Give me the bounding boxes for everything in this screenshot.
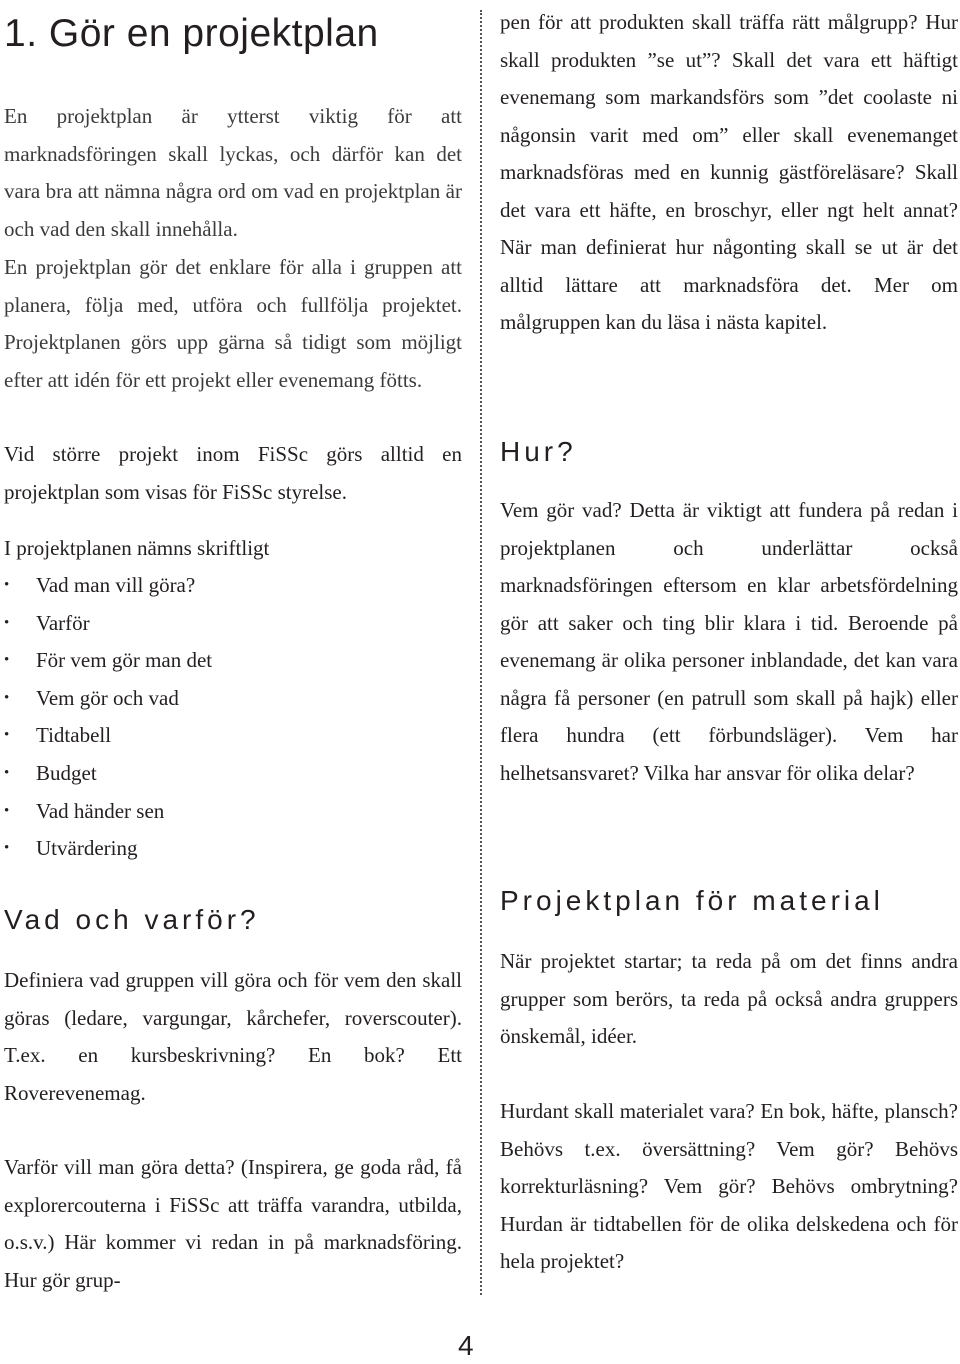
- list-item: • Varför: [4, 605, 212, 643]
- paragraph-material-questions: Hurdant skall materialet vara? En bok, häfte, plansch? Behövs t.ex. översättning? Vem gör? Behövs korrekturläsning? Vem gör? Behövs ombrytning? Hurdan är tidtabellen för de olika delskedena och för hela projektet?: [500, 1099, 958, 1273]
- list-item: • Tidtabell: [4, 717, 212, 755]
- heading-vad-och-varfor: Vad och varför?: [4, 904, 260, 935]
- paragraph-fissc: Vid större projekt inom FiSSc görs alltid en projektplan som visas för FiSSc styrelse.: [4, 442, 462, 504]
- intro-paragraph: En projektplan är ytterst viktig för att marknadsföringen skall lyckas, och därför kan det vara bra att nämna några ord om vad en projektplan är och vad den skall innehålla.: [4, 104, 462, 241]
- page-number: 4: [458, 1330, 474, 1361]
- bullet-icon: •: [4, 577, 10, 593]
- bullet-icon: •: [4, 614, 10, 631]
- list-item: • Vem gör och vad: [4, 680, 212, 718]
- list-item: • Utvärdering: [4, 830, 212, 868]
- bullet-icon: •: [4, 840, 10, 857]
- list-item: • Budget: [4, 755, 212, 793]
- paragraph-material-start: När projektet startar; ta reda på om det finns andra grupper som berörs, ta reda på också andra gruppers önskemål, idéer.: [500, 949, 958, 1048]
- list-item: • För vem gör man det: [4, 642, 212, 680]
- paragraph-who-does-what: Vem gör vad? Detta är viktigt att fundera på redan i projektplanen och underlättar också marknadsföringen eftersom en klar arbetsfördelning gör att saker och ting blir klara i tid. Beroende på evenemang är olika personer inblandade, det kan vara några få personer (en patrull som skall på hajk) eller flera hundra (ett förbundsläger). Vem har helhetsansvaret? Vilka har ansvar för olika delar?: [500, 498, 958, 785]
- heading-projektplan-material: Projektplan för material: [500, 885, 884, 916]
- bullet-icon: •: [4, 727, 10, 744]
- page-title: 1. Gör en projektplan: [4, 12, 379, 55]
- bullet-icon: •: [4, 689, 10, 706]
- bullet-icon: •: [4, 802, 10, 819]
- list-item: • Vad man vill göra?: [4, 567, 212, 605]
- contents-list: [4, 567, 212, 868]
- paragraph-purpose: En projektplan gör det enklare för alla i gruppen att planera, följa med, utföra och fullfölja projektet. Projektplanen görs upp gärna så tidigt som möjligt efter att idén för ett projekt eller evenemang fötts.: [4, 255, 462, 392]
- list-item: • Vad händer sen: [4, 793, 212, 831]
- column-divider: [480, 10, 482, 1295]
- heading-hur: Hur?: [500, 436, 577, 467]
- bullet-icon: •: [4, 764, 10, 781]
- paragraph-define: Definiera vad gruppen vill göra och för vem den skall göras (ledare, vargungar, kårchefer, roverscouter). T.ex. en kursbeskrivning? En bok? Ett Roverevenemag.: [4, 968, 462, 1105]
- bullet-icon: •: [4, 652, 10, 669]
- paragraph-why: Varför vill man göra detta? (Inspirera, ge goda råd, få explorercouterna i FiSSc att träffa varandra, utbilda, o.s.v.) Här kommer vi redan in på marknadsföring. Hur gör grup-: [4, 1155, 462, 1292]
- list-intro: I projektplanen nämns skriftligt: [4, 536, 270, 560]
- paragraph-continuation: pen för att produkten skall träffa rätt målgrupp? Hur skall produkten ”se ut”? Skall det vara ett häftigt evenemang som markandsförs som ”det coolaste ni någonsin varit med om” eller skall evenemanget marknadsföras med en kunnig gästföreläsare? Skall det vara ett häfte, en broschyr, eller ngt helt annat? När man definierat hur någonting skall se ut är det alltid lättare att marknadsföra det. Mer om målgruppen kan du läsa i nästa kapitel.: [500, 10, 958, 334]
